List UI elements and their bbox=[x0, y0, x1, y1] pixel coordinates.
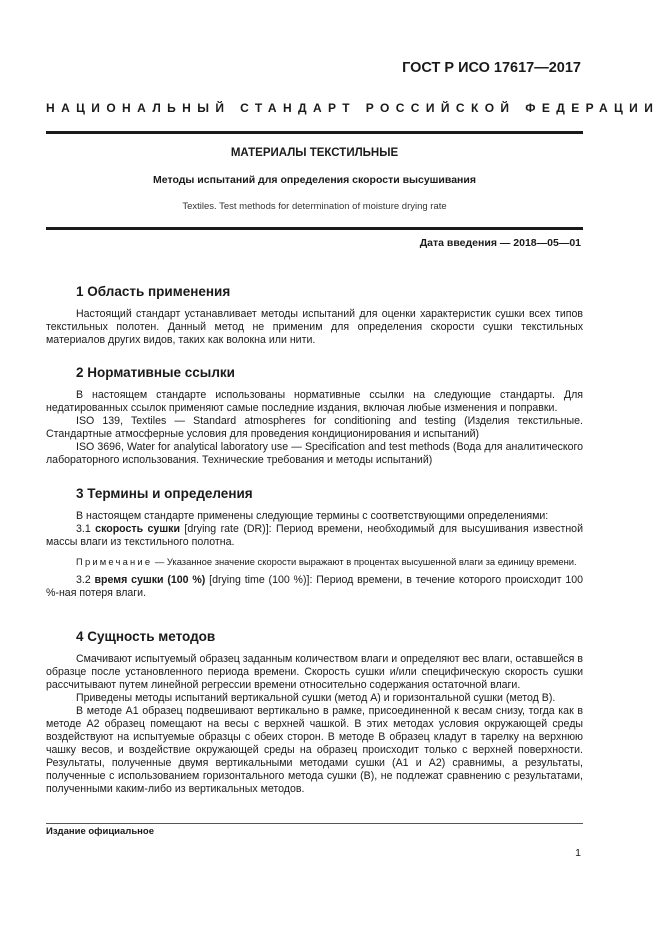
term-name: скорость сушки bbox=[95, 523, 180, 535]
note bbox=[46, 555, 583, 568]
note-label: Примечание bbox=[76, 556, 153, 567]
section-heading: 2 Нормативные ссылки bbox=[76, 365, 235, 380]
standard-number: ГОСТ Р ИСО 17617—2017 bbox=[402, 60, 581, 76]
footer-rule bbox=[46, 823, 583, 824]
section-normative-references bbox=[46, 365, 583, 467]
introduction-date: Дата введения — 2018—05—01 bbox=[419, 237, 581, 249]
term-definition: [drying rate (DR)]: Период времени, необходимый для высушивания известной массы влаги из текстильного полотна. bbox=[46, 523, 583, 548]
term-drying-rate bbox=[46, 523, 583, 549]
paragraph: В методе А1 образец подвешивают вертикально в рамке, присоединенной к весам снизу, тогда как в методе А2 образец помещают на весы с верхней чашкой. В этих методах условия окружающей среды воздействуют на испытуемые образцы с обеих сторон. В методе В образец кладут в тарелку на верхнюю чашку весов, и воздействие окружающей среды на образец происходит только с верхней поверхности. Результаты, полученные двумя вертикальными методами сушки (А1 и А2) сравнимы, а результаты, полученные с использованием горизонтального метода сушки (В), не подлежат сравнению с результатами, полученными каким-либо из вертикальных методов. bbox=[46, 705, 583, 795]
title-rule bbox=[46, 227, 583, 230]
paragraph: Приведены методы испытаний вертикальной сушки (метод А) и горизонтальной сушки (метод В). bbox=[76, 692, 556, 704]
section-scope bbox=[46, 284, 583, 347]
reference-iso-139: ISO 139, Textiles — Standard atmospheres for conditioning and testing (Изделия текстильные. Стандартные атмосферные условия для проведения кондиционирования и испытаний) bbox=[46, 415, 583, 440]
section-heading: 3 Термины и определения bbox=[76, 486, 253, 501]
top-rule bbox=[46, 131, 583, 134]
section-terms-definitions bbox=[46, 486, 583, 600]
standard-english-title: Textiles. Test methods for determination of moisture drying rate bbox=[182, 201, 447, 212]
section-heading: 4 Сущность методов bbox=[76, 629, 216, 644]
term-drying-time bbox=[46, 574, 583, 600]
section-principle-of-methods bbox=[46, 629, 583, 796]
paragraph: В настоящем стандарте использованы нормативные ссылки на следующие стандарты. Для недатированных ссылок применяют самые последние издания, включая любые изменения и поправки. bbox=[46, 389, 583, 414]
term-name: время сушки (100 %) bbox=[94, 574, 206, 586]
standard-subtitle: Методы испытаний для определения скорости высушивания bbox=[153, 174, 476, 186]
standard-title: МАТЕРИАЛЫ ТЕКСТИЛЬНЫЕ bbox=[230, 147, 399, 159]
section-heading: 1 Область применения bbox=[76, 284, 231, 299]
national-standard-banner: НАЦИОНАЛЬНЫЙ СТАНДАРТ РОССИЙСКОЙ ФЕДЕРАЦИИ bbox=[46, 101, 660, 115]
term-definition: [drying time (100 %)]: Период времени, в течение которого происходит 100 %-ная потеря влаги. bbox=[46, 574, 584, 599]
term-number: 3.2 bbox=[76, 574, 95, 586]
paragraph: Смачивают испытуемый образец заданным количеством влаги и определяют вес влаги, оставшейся в образце после установленного периода времени. Скорость сушки и/или специфическую скорость сушки рассчитывают путем линейной регрессии времени относительно содержания остаточной влаги. bbox=[46, 653, 583, 691]
paragraph: Настоящий стандарт устанавливает методы испытаний для оценки характеристик сушки всех типов текстильных полотен. Данный метод не применим для определения скорости сушки текстильных материалов других видов, таких как волокна или нити. bbox=[46, 308, 583, 346]
note-text: — Указанное значение скорости выражают в процентах высушенной влаги за единицу времени. bbox=[152, 556, 577, 567]
paragraph: В настоящем стандарте применены следующие термины с соответствующими определениями: bbox=[76, 510, 549, 522]
term-number: 3.1 bbox=[76, 523, 96, 535]
reference-iso-3696: ISO 3696, Water for analytical laboratory use — Specification and test methods (Вода для аналитического лабораторного использования. Технические требования и методы испытаний) bbox=[46, 441, 583, 466]
page-number: 1 bbox=[575, 847, 581, 859]
official-edition-label: Издание официальное bbox=[46, 826, 154, 837]
